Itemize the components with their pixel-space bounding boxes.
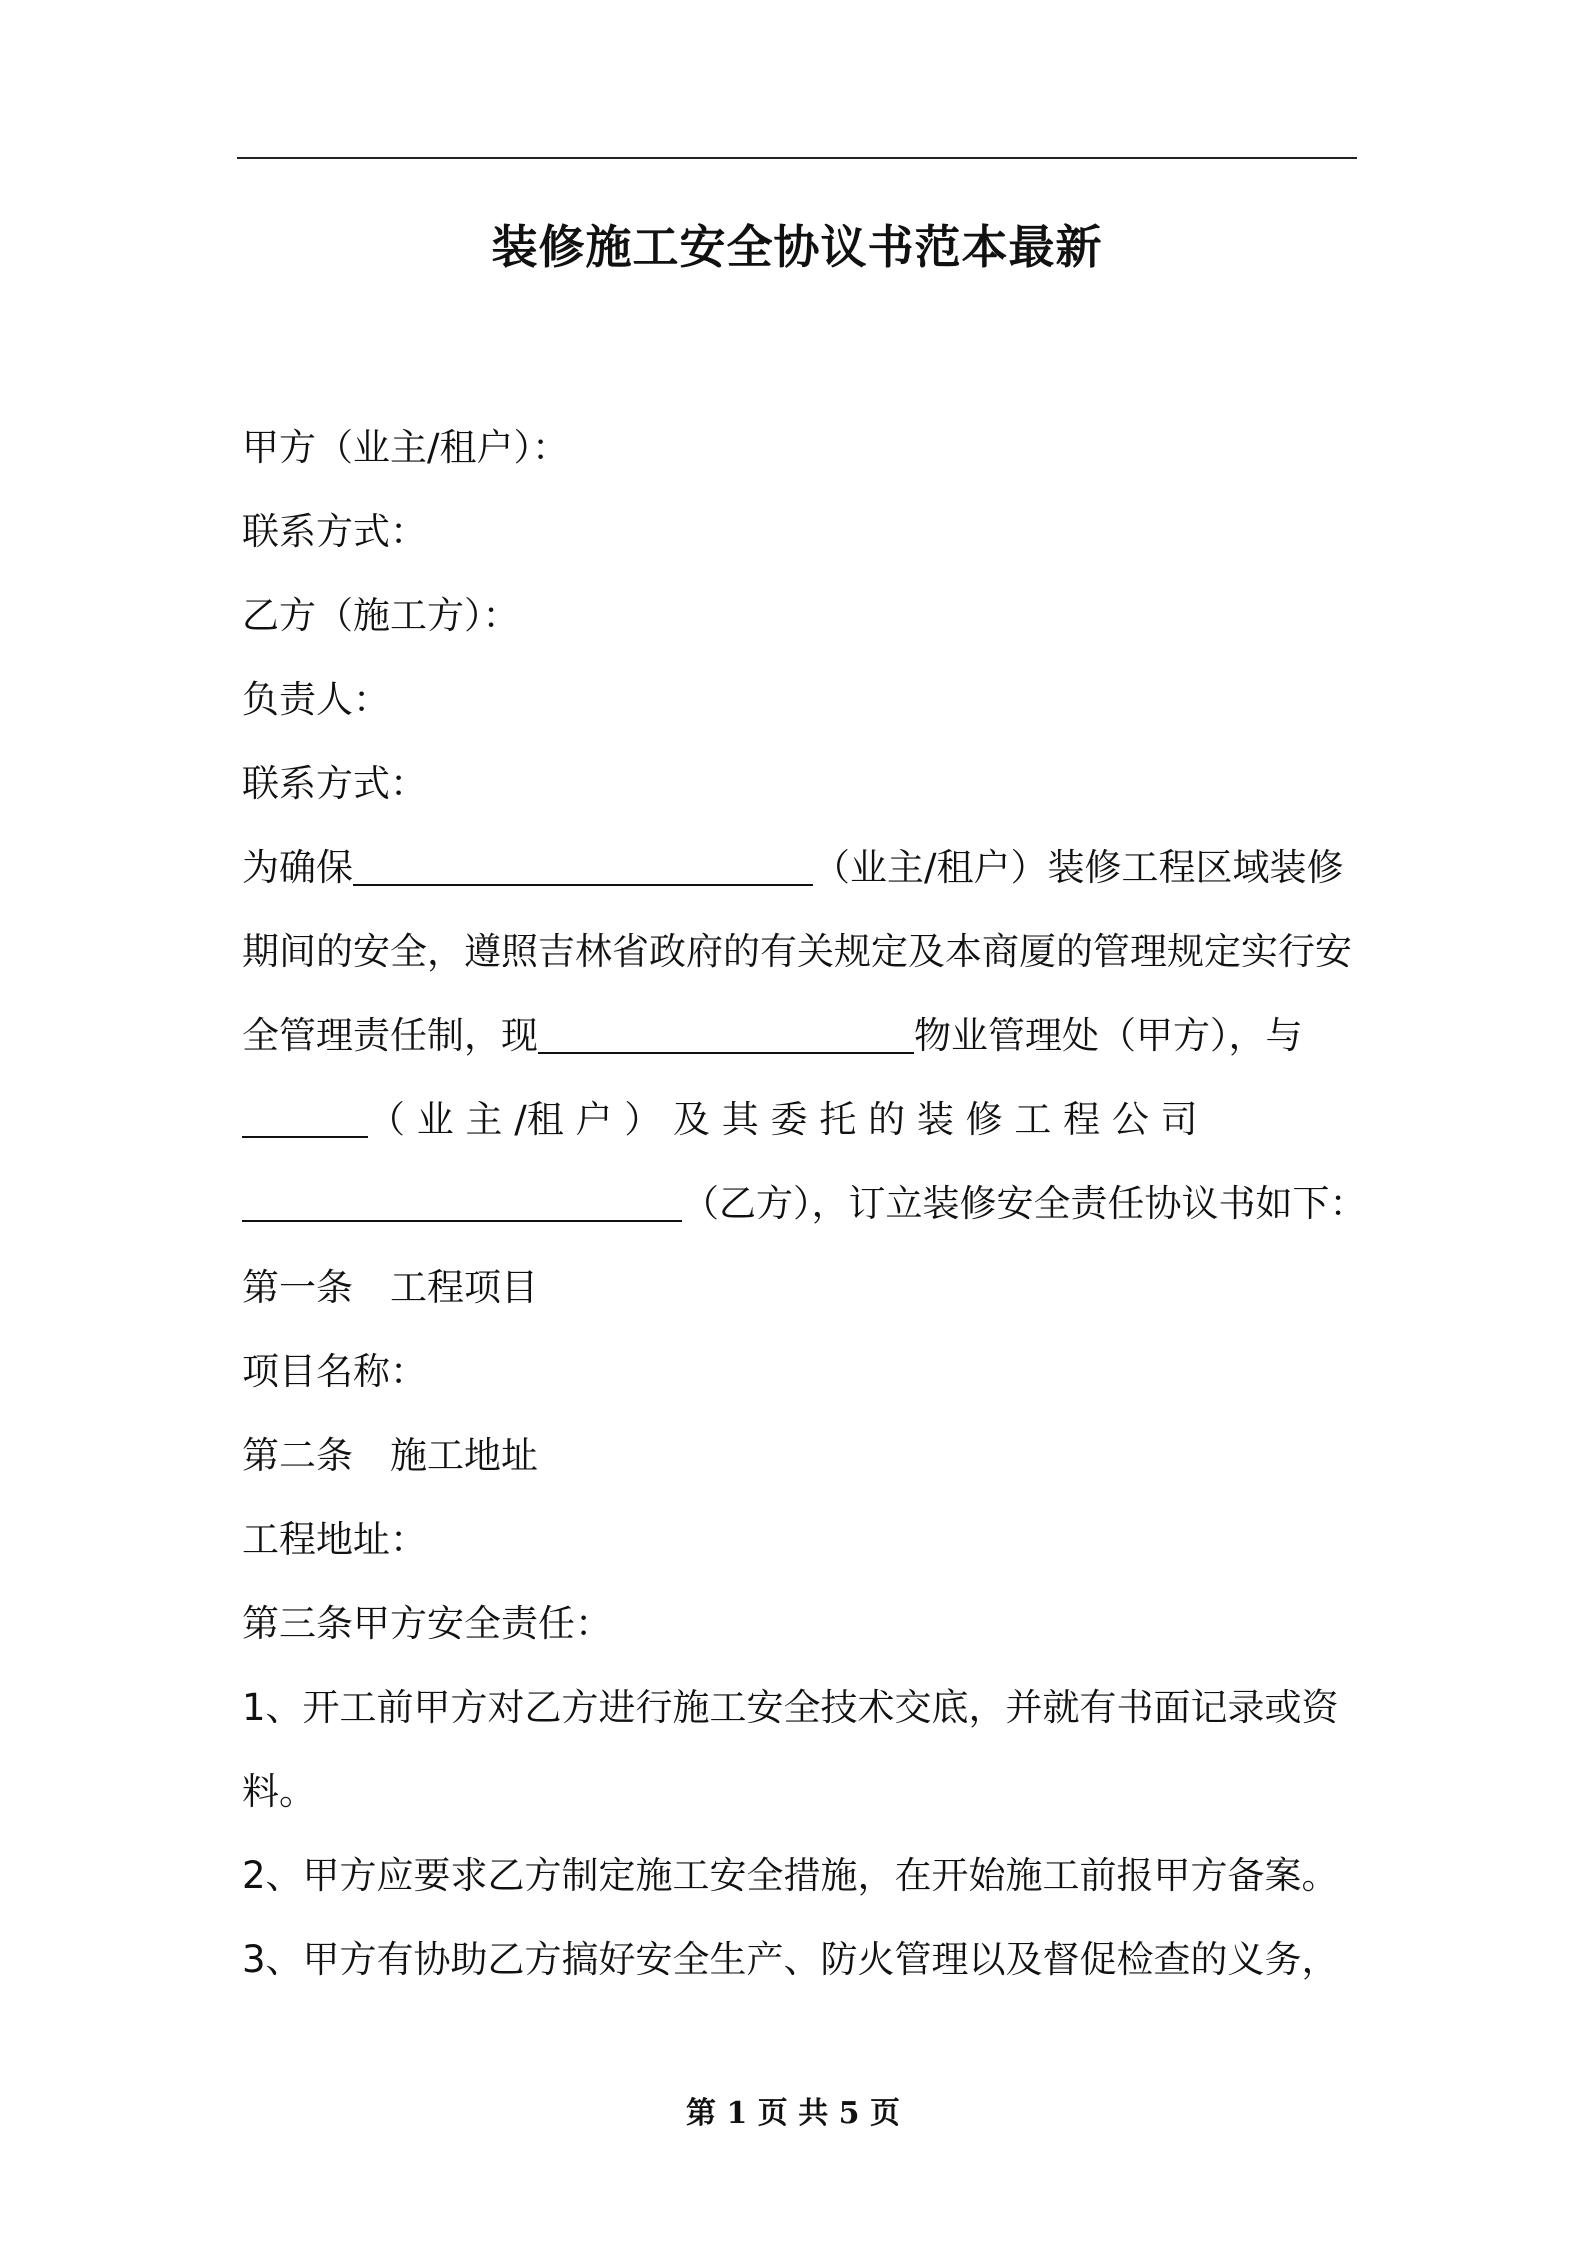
paragraph-line-1 [242, 826, 1355, 910]
paragraph-line-3 [242, 994, 1355, 1078]
item-1-line-2: 料。 [242, 1770, 316, 1813]
item-1-line-1: 1、开工前甲方对乙方进行施工安全技术交底，并就有书面记录或资 [242, 1686, 1339, 1729]
paragraph-line-3-end: 物业管理处（甲方），与 [914, 1014, 1303, 1057]
article-3-heading: 第三条甲方安全责任： [242, 1602, 612, 1645]
item-3-line: 3、甲方有协助乙方搞好安全生产、防火管理以及督促检查的义务， [242, 1938, 1339, 1981]
page-number: 第 1 页 共 5 页 [686, 2096, 900, 2131]
paragraph-line-4 [242, 1078, 1355, 1162]
address-line: 工程地址： [242, 1518, 427, 1561]
fill-blank-tenant [353, 844, 813, 886]
fill-blank-contractor [242, 1180, 682, 1222]
header-rule [237, 157, 1357, 159]
article-1-heading: 第一条 工程项目 [242, 1266, 538, 1309]
article-2-heading: 第二条 施工地址 [242, 1434, 538, 1477]
paragraph-line-2: 期间的安全，遵照吉林省政府的有关规定及本商厦的管理规定实行安 [242, 930, 1352, 973]
paragraph-line-1-end: （业主/租户）装修工程区域装修 [813, 846, 1344, 889]
paragraph-line-4-end: （ 业 主 /租 户 ） 及 其 委 托 的 装 修 工 程 公 司 [368, 1098, 1198, 1141]
contact-a-line: 联系方式： [242, 510, 427, 553]
item-2-line: 2、甲方应要求乙方制定施工安全措施，在开始施工前报甲方备案。 [242, 1854, 1339, 1897]
person-in-charge-line: 负责人： [242, 678, 390, 721]
fill-blank-owner [242, 1096, 368, 1138]
party-b-line: 乙方（施工方）： [242, 594, 520, 637]
contact-b-line: 联系方式： [242, 762, 427, 805]
party-a-line: 甲方（业主/租户）： [242, 426, 569, 469]
document-title: 装修施工安全协议书范本最新 [491, 220, 1103, 274]
fill-blank-property [538, 1012, 914, 1054]
document-body [242, 406, 1367, 2002]
paragraph-line-5-end: （乙方），订立装修安全责任协议书如下： [682, 1182, 1367, 1225]
paragraph-line-5 [242, 1162, 1367, 1246]
paragraph-line-3-start: 全管理责任制，现 [242, 1014, 538, 1057]
project-name-line: 项目名称： [242, 1350, 427, 1393]
paragraph-line-1-start: 为确保 [242, 846, 353, 889]
